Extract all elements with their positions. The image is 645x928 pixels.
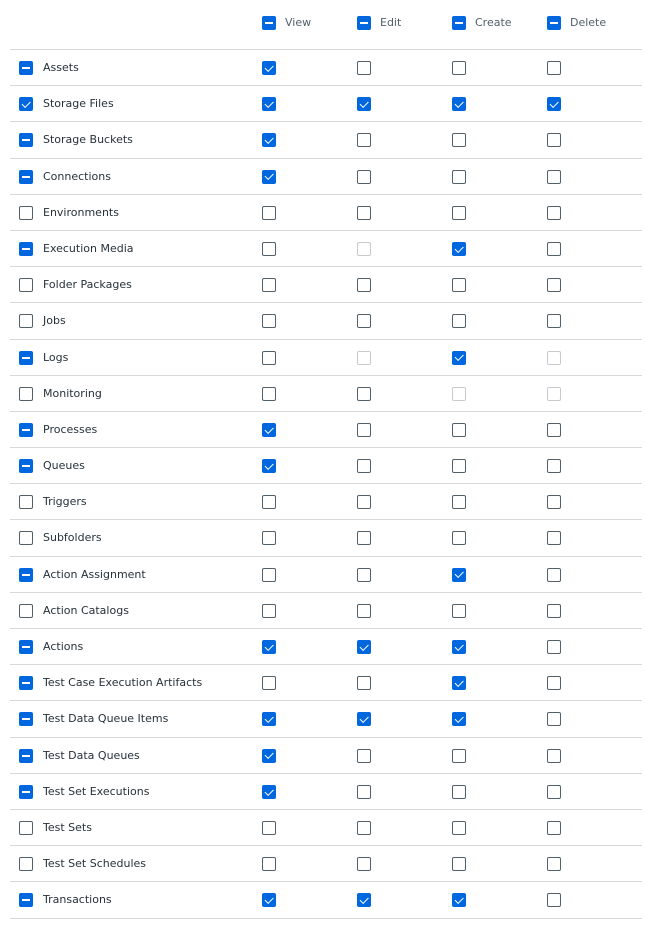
edit-permission-checkbox[interactable]	[357, 278, 371, 292]
edit-permission-checkbox[interactable]	[357, 242, 371, 256]
edit-permission-checkbox[interactable]	[357, 495, 371, 509]
table-row	[10, 774, 642, 810]
row-select-checkbox[interactable]	[19, 170, 33, 184]
view-permission-checkbox[interactable]	[262, 893, 276, 907]
row-select-checkbox[interactable]	[19, 387, 33, 401]
create-permission-checkbox[interactable]	[452, 785, 466, 799]
create-permission-checkbox[interactable]	[452, 351, 466, 365]
create-permission-checkbox[interactable]	[452, 97, 466, 111]
edit-permission-checkbox[interactable]	[357, 893, 371, 907]
row-label: Monitoring	[43, 386, 102, 400]
view-permission-checkbox[interactable]	[262, 749, 276, 763]
view-permission-checkbox[interactable]	[262, 857, 276, 871]
table-row	[10, 738, 642, 774]
table-row	[10, 665, 642, 701]
table-row	[10, 629, 642, 665]
edit-permission-checkbox[interactable]	[357, 314, 371, 328]
select-all-edit-checkbox[interactable]	[357, 16, 371, 30]
row-select-checkbox[interactable]	[19, 351, 33, 365]
edit-permission-checkbox[interactable]	[357, 423, 371, 437]
create-permission-checkbox[interactable]	[452, 712, 466, 726]
create-permission-checkbox[interactable]	[452, 387, 466, 401]
row-select-checkbox[interactable]	[19, 314, 33, 328]
create-permission-checkbox[interactable]	[452, 893, 466, 907]
view-permission-checkbox[interactable]	[262, 61, 276, 75]
edit-permission-checkbox[interactable]	[357, 387, 371, 401]
delete-permission-checkbox[interactable]	[547, 604, 561, 618]
table-row	[10, 520, 642, 556]
create-permission-checkbox[interactable]	[452, 531, 466, 545]
row-label: Assets	[43, 61, 79, 74]
row-select-checkbox[interactable]	[19, 423, 33, 437]
edit-permission-checkbox[interactable]	[357, 712, 371, 726]
row-select-checkbox[interactable]	[19, 133, 33, 147]
delete-permission-checkbox[interactable]	[547, 785, 561, 799]
delete-permission-checkbox[interactable]	[547, 61, 561, 75]
row-select-checkbox[interactable]	[19, 61, 33, 75]
row-select-checkbox[interactable]	[19, 676, 33, 690]
row-label: Storage Buckets	[43, 133, 133, 147]
row-label: Subfolders	[43, 531, 102, 545]
create-permission-checkbox[interactable]	[452, 170, 466, 184]
delete-permission-checkbox[interactable]	[547, 351, 561, 365]
delete-permission-checkbox[interactable]	[547, 749, 561, 763]
create-permission-checkbox[interactable]	[452, 821, 466, 835]
row-label: Action Assignment	[43, 567, 146, 581]
table-row	[10, 448, 642, 484]
select-all-delete-checkbox[interactable]	[547, 16, 561, 30]
table-row	[10, 159, 642, 195]
row-label: Triggers	[43, 495, 87, 509]
column-header-view: View	[285, 16, 312, 29]
row-select-checkbox[interactable]	[19, 206, 33, 220]
row-select-checkbox[interactable]	[19, 97, 33, 111]
row-select-checkbox[interactable]	[19, 568, 33, 582]
create-permission-checkbox[interactable]	[452, 857, 466, 871]
view-permission-checkbox[interactable]	[262, 495, 276, 509]
table-row	[10, 86, 642, 122]
create-permission-checkbox[interactable]	[452, 314, 466, 328]
row-select-checkbox[interactable]	[19, 242, 33, 256]
row-select-checkbox[interactable]	[19, 459, 33, 473]
delete-permission-checkbox[interactable]	[547, 568, 561, 582]
permissions-header	[10, 0, 642, 50]
delete-permission-checkbox[interactable]	[547, 531, 561, 545]
create-permission-checkbox[interactable]	[452, 568, 466, 582]
table-row	[10, 50, 642, 86]
table-row	[10, 303, 642, 339]
permissions-rows	[10, 50, 642, 919]
create-permission-checkbox[interactable]	[452, 242, 466, 256]
view-permission-checkbox[interactable]	[262, 206, 276, 220]
view-permission-checkbox[interactable]	[262, 423, 276, 437]
table-row	[10, 810, 642, 846]
delete-permission-checkbox[interactable]	[547, 387, 561, 401]
row-label: Action Catalogs	[43, 603, 129, 617]
table-row	[10, 122, 642, 158]
table-row	[10, 195, 642, 231]
view-permission-checkbox[interactable]	[262, 821, 276, 835]
table-row	[10, 267, 642, 303]
delete-permission-checkbox[interactable]	[547, 712, 561, 726]
row-label: Actions	[43, 640, 84, 653]
column-header-edit: Edit	[380, 16, 402, 29]
delete-permission-checkbox[interactable]	[547, 821, 561, 835]
view-permission-checkbox[interactable]	[262, 676, 276, 690]
view-permission-checkbox[interactable]	[262, 97, 276, 111]
edit-permission-checkbox[interactable]	[357, 857, 371, 871]
table-row	[10, 484, 642, 520]
delete-permission-checkbox[interactable]	[547, 242, 561, 256]
view-permission-checkbox[interactable]	[262, 640, 276, 654]
table-row	[10, 231, 642, 267]
row-label: Processes	[43, 422, 98, 436]
edit-permission-checkbox[interactable]	[357, 568, 371, 582]
view-permission-checkbox[interactable]	[262, 242, 276, 256]
row-select-checkbox[interactable]	[19, 604, 33, 618]
delete-permission-checkbox[interactable]	[547, 857, 561, 871]
delete-permission-checkbox[interactable]	[547, 133, 561, 147]
edit-permission-checkbox[interactable]	[357, 170, 371, 184]
row-label: Test Case Execution Artifacts	[43, 676, 203, 690]
edit-permission-checkbox[interactable]	[357, 821, 371, 835]
create-permission-checkbox[interactable]	[452, 604, 466, 618]
row-label: Storage Files	[43, 97, 114, 111]
delete-permission-checkbox[interactable]	[547, 495, 561, 509]
row-label: Transactions	[43, 893, 112, 907]
table-row	[10, 376, 642, 412]
row-select-checkbox[interactable]	[19, 821, 33, 835]
view-permission-checkbox[interactable]	[262, 351, 276, 365]
row-label: Environments	[43, 205, 119, 219]
permissions-table	[10, 0, 642, 919]
column-header-create: Create	[475, 16, 512, 29]
row-label: Test Data Queues	[43, 748, 140, 762]
row-label: Test Sets	[43, 820, 92, 834]
create-permission-checkbox[interactable]	[452, 749, 466, 763]
create-permission-checkbox[interactable]	[452, 61, 466, 75]
edit-permission-checkbox[interactable]	[357, 640, 371, 654]
row-label: Test Data Queue Items	[43, 712, 169, 726]
create-permission-checkbox[interactable]	[452, 495, 466, 509]
table-row	[10, 557, 642, 593]
delete-permission-checkbox[interactable]	[547, 278, 561, 292]
row-label: Queues	[43, 459, 85, 473]
table-row	[10, 593, 642, 629]
edit-permission-checkbox[interactable]	[357, 459, 371, 473]
view-permission-checkbox[interactable]	[262, 785, 276, 799]
view-permission-checkbox[interactable]	[262, 278, 276, 292]
delete-permission-checkbox[interactable]	[547, 676, 561, 690]
view-permission-checkbox[interactable]	[262, 133, 276, 147]
select-all-view-checkbox[interactable]	[262, 16, 276, 30]
edit-permission-checkbox[interactable]	[357, 749, 371, 763]
table-row	[10, 882, 642, 918]
create-permission-checkbox[interactable]	[452, 459, 466, 473]
view-permission-checkbox[interactable]	[262, 568, 276, 582]
edit-permission-checkbox[interactable]	[357, 133, 371, 147]
row-label: Execution Media	[43, 241, 134, 255]
row-select-checkbox[interactable]	[19, 640, 33, 654]
delete-permission-checkbox[interactable]	[547, 893, 561, 907]
create-permission-checkbox[interactable]	[452, 640, 466, 654]
column-header-delete: Delete	[570, 16, 607, 29]
row-select-checkbox[interactable]	[19, 531, 33, 545]
select-all-create-checkbox[interactable]	[452, 16, 466, 30]
row-select-checkbox[interactable]	[19, 712, 33, 726]
create-permission-checkbox[interactable]	[452, 423, 466, 437]
delete-permission-checkbox[interactable]	[547, 206, 561, 220]
table-row	[10, 412, 642, 448]
edit-permission-checkbox[interactable]	[357, 531, 371, 545]
row-label: Test Set Executions	[43, 784, 150, 798]
edit-permission-checkbox[interactable]	[357, 97, 371, 111]
view-permission-checkbox[interactable]	[262, 712, 276, 726]
delete-permission-checkbox[interactable]	[547, 423, 561, 437]
create-permission-checkbox[interactable]	[452, 278, 466, 292]
table-row	[10, 340, 642, 376]
delete-permission-checkbox[interactable]	[547, 170, 561, 184]
view-permission-checkbox[interactable]	[262, 387, 276, 401]
row-label: Folder Packages	[43, 278, 132, 292]
row-label: Test Set Schedules	[43, 857, 146, 871]
edit-permission-checkbox[interactable]	[357, 61, 371, 75]
edit-permission-checkbox[interactable]	[357, 206, 371, 220]
create-permission-checkbox[interactable]	[452, 206, 466, 220]
delete-permission-checkbox[interactable]	[547, 459, 561, 473]
create-permission-checkbox[interactable]	[452, 133, 466, 147]
table-row	[10, 701, 642, 737]
view-permission-checkbox[interactable]	[262, 170, 276, 184]
edit-permission-checkbox[interactable]	[357, 676, 371, 690]
delete-permission-checkbox[interactable]	[547, 314, 561, 328]
edit-permission-checkbox[interactable]	[357, 604, 371, 618]
create-permission-checkbox[interactable]	[452, 676, 466, 690]
delete-permission-checkbox[interactable]	[547, 640, 561, 654]
row-select-checkbox[interactable]	[19, 749, 33, 763]
row-select-checkbox[interactable]	[19, 785, 33, 799]
view-permission-checkbox[interactable]	[262, 314, 276, 328]
row-select-checkbox[interactable]	[19, 278, 33, 292]
view-permission-checkbox[interactable]	[262, 531, 276, 545]
row-label: Logs	[43, 350, 69, 364]
edit-permission-checkbox[interactable]	[357, 351, 371, 365]
view-permission-checkbox[interactable]	[262, 459, 276, 473]
row-select-checkbox[interactable]	[19, 495, 33, 509]
row-select-checkbox[interactable]	[19, 857, 33, 871]
edit-permission-checkbox[interactable]	[357, 785, 371, 799]
view-permission-checkbox[interactable]	[262, 604, 276, 618]
delete-permission-checkbox[interactable]	[547, 97, 561, 111]
row-label: Jobs	[43, 314, 66, 328]
table-row	[10, 846, 642, 882]
row-label: Connections	[43, 169, 111, 183]
row-select-checkbox[interactable]	[19, 893, 33, 907]
